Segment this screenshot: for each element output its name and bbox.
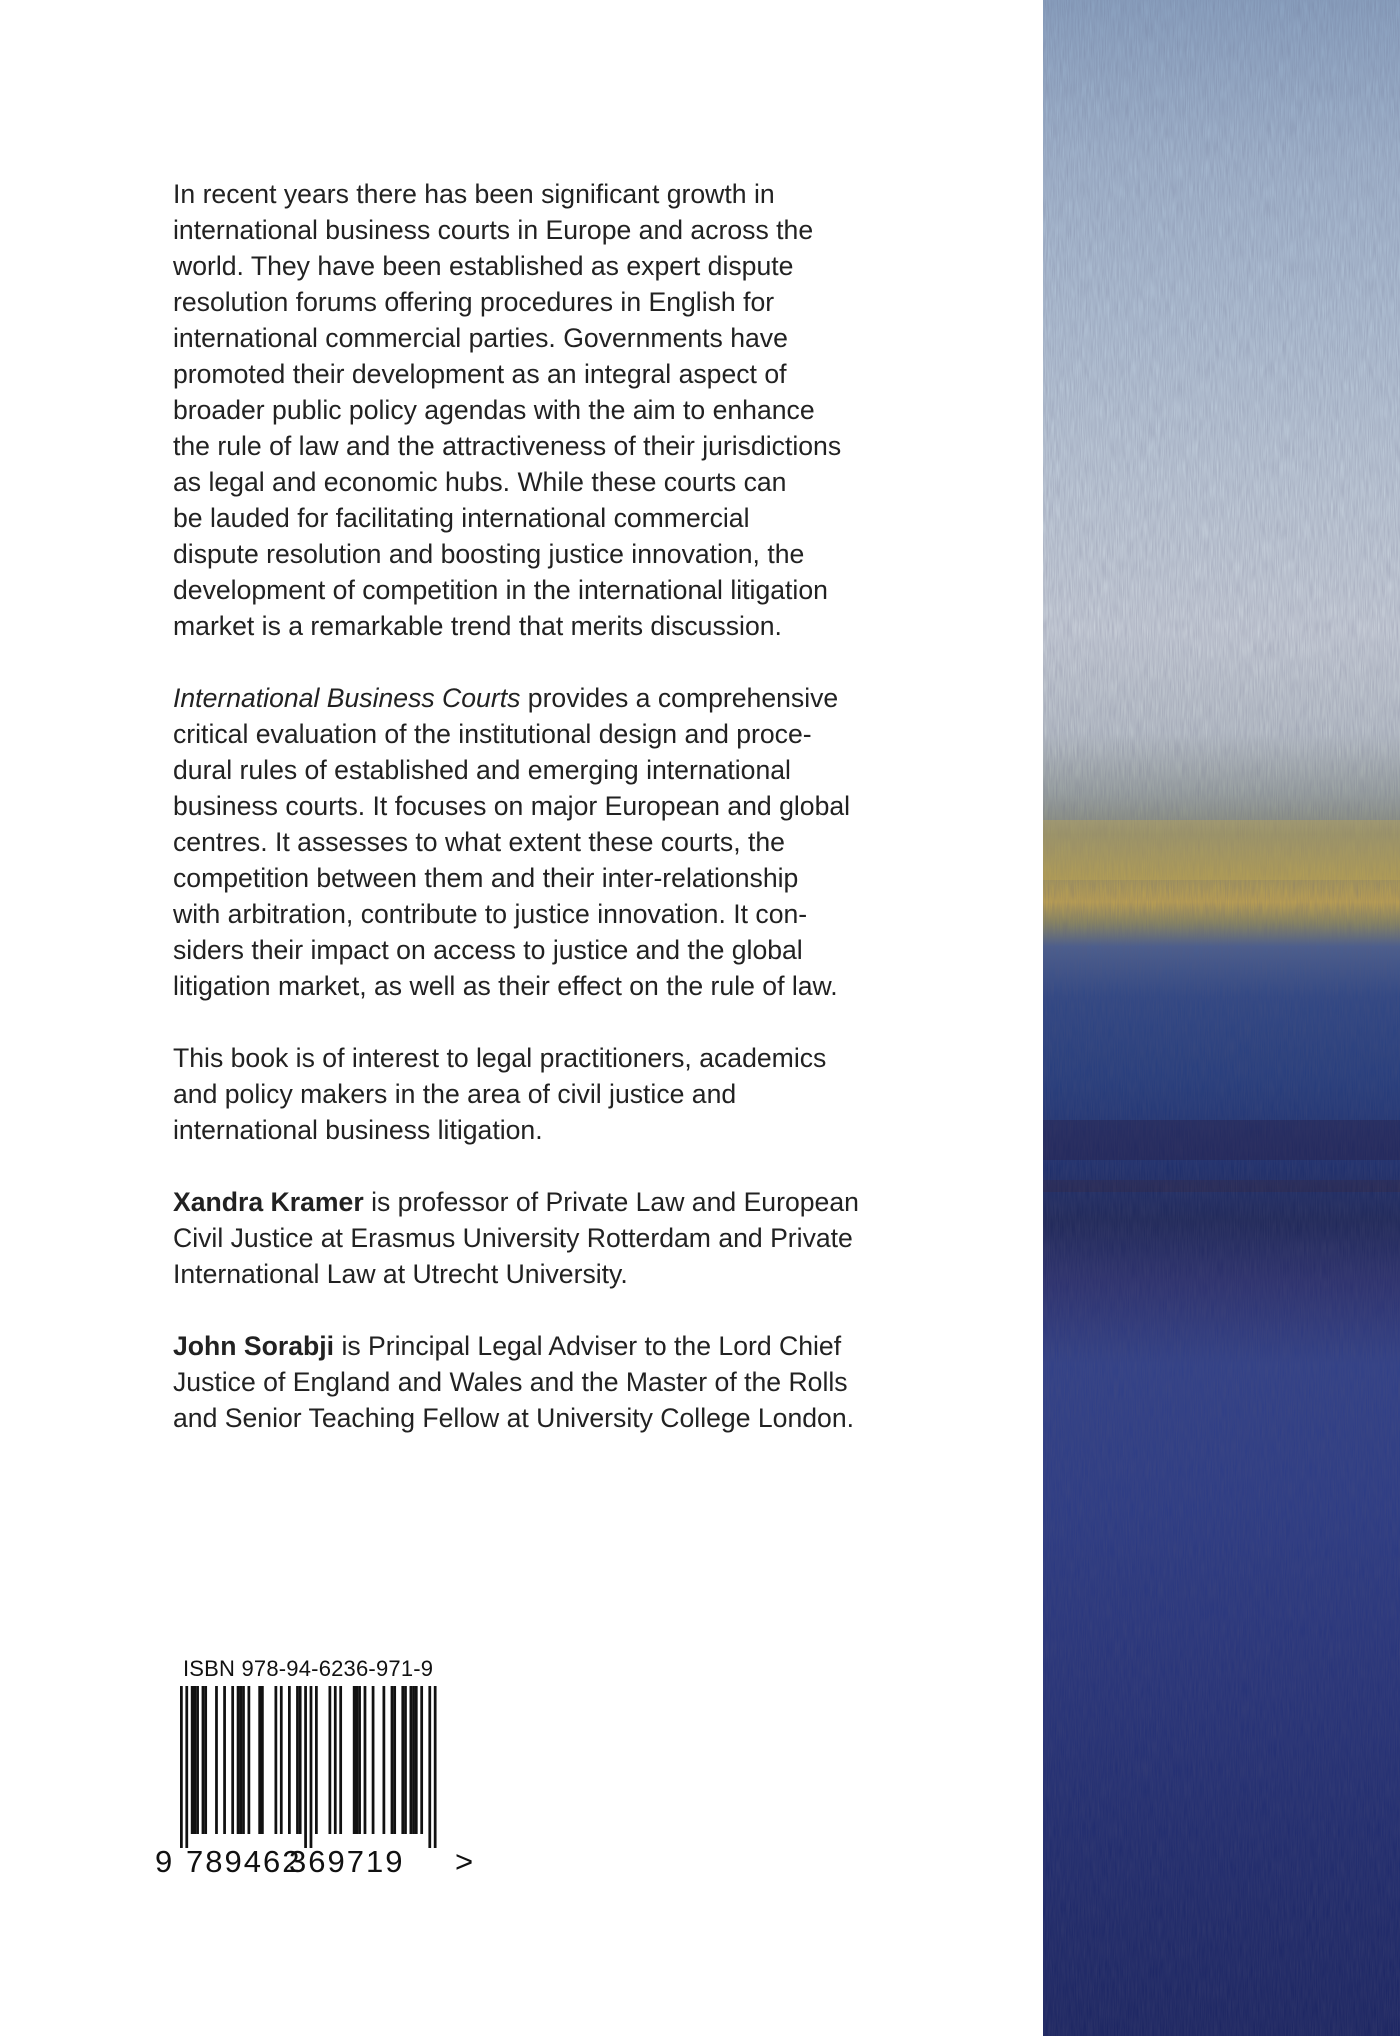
- painting-texture: [1043, 0, 1400, 2036]
- barcode-bar: [202, 1686, 205, 1834]
- barcode-bar: [194, 1686, 197, 1834]
- barcode-bar: [353, 1686, 356, 1834]
- barcode-bar: [372, 1686, 375, 1834]
- barcode-bar: [288, 1686, 291, 1834]
- barcode-bar: [310, 1686, 313, 1848]
- barcode-bar: [215, 1686, 218, 1834]
- barcode-left-digits: 789462: [186, 1844, 302, 1876]
- author-bio-text-1: is professor of Private Law and European Civil Justice at Erasmus University Rotterdam and Private International Law at Utrecht University.: [173, 1187, 859, 1289]
- barcode-bar: [242, 1686, 245, 1834]
- barcode-bar: [237, 1686, 240, 1834]
- blurb-paragraph-1: In recent years there has been significant growth in international business courts in Europe and across the world. They have been established as expert dispute resolution forums offering procedures in English for international commercial parties. Governments have promoted their development as an integral aspect of broader public policy agendas with the aim to enhance the rule of law and the attractiveness of their jurisdictions as legal and economic hubs. While these courts can be lauded for facilitating international commercial dispute resolution and boosting justice innovation, the development of competition in the international litigation market is a remarkable trend that merits discussion.: [173, 179, 842, 641]
- barcode-lead-digit: 9: [155, 1844, 173, 1876]
- barcode-bar: [415, 1686, 418, 1834]
- barcode-bar: [334, 1686, 337, 1834]
- barcode-bar: [239, 1686, 242, 1834]
- barcode-bar: [356, 1686, 359, 1834]
- barcode-bar: [391, 1686, 394, 1834]
- barcode-bar: [339, 1686, 342, 1834]
- isbn-label: ISBN 978-94-6236-971-9: [183, 1656, 434, 1681]
- blurb-paragraph-3: This book is of interest to legal practitioners, academics and policy makers in the area of civil justice and international business litigation.: [173, 1043, 827, 1145]
- author-bio-2: [173, 1328, 893, 1436]
- barcode-bar: [410, 1686, 413, 1834]
- barcode-bar: [261, 1686, 264, 1834]
- abstract-seascape-painting: [1043, 0, 1400, 2036]
- barcode-bar: [196, 1686, 199, 1834]
- blurb-text-column: [173, 176, 893, 1472]
- barcode-graphic: [150, 1684, 480, 1876]
- barcode-bar: [280, 1686, 283, 1834]
- barcode-quiet-zone-marker: >: [455, 1844, 474, 1876]
- barcode-bar: [404, 1686, 407, 1834]
- barcode-bar: [191, 1686, 194, 1834]
- barcode-bar: [434, 1686, 437, 1848]
- barcode-bar: [428, 1686, 431, 1848]
- barcode-bar: [329, 1686, 332, 1834]
- barcode-bar: [299, 1686, 302, 1834]
- barcode-bar: [412, 1686, 415, 1834]
- barcode-bar: [258, 1686, 261, 1834]
- author-bio-1: [173, 1184, 893, 1292]
- blurb-paragraph-2-text: provides a comprehensive critical evaluation of the institutional design and proce- dural rules of established and emerging international business courts. It focuses on major European and global centres. It assesses to what extent these courts, the competition between them and their inter-relationship with arbitration, contribute to justice innovation. It con- siders their impact on access to justice and the global litigation market, as well as their effect on the rule of law.: [173, 683, 851, 1001]
- barcode-right-digits: 369719: [289, 1844, 405, 1876]
- barcode-bars: [180, 1686, 437, 1848]
- barcode-bar: [420, 1686, 423, 1834]
- author-name-1: Xandra Kramer: [173, 1187, 364, 1217]
- author-bio-text-2: is Principal Legal Adviser to the Lord Chief Justice of England and Wales and the Master of the Rolls and Senior Teaching Fellow at University College London.: [173, 1331, 855, 1433]
- book-title-italic: International Business Courts: [173, 683, 521, 713]
- barcode-bar: [383, 1686, 386, 1834]
- blurb-paragraph-2: [173, 680, 893, 1004]
- barcode-bar: [304, 1686, 307, 1848]
- isbn-barcode: [150, 1656, 480, 1876]
- barcode-bar: [275, 1686, 278, 1834]
- barcode-bar: [315, 1686, 318, 1834]
- author-name-2: John Sorabji: [173, 1331, 335, 1361]
- barcode-bar: [180, 1686, 183, 1848]
- barcode-bar: [364, 1686, 367, 1834]
- barcode-bar: [401, 1686, 404, 1834]
- barcode-bar: [223, 1686, 226, 1834]
- barcode-bar: [231, 1686, 234, 1834]
- barcode-bar: [185, 1686, 188, 1848]
- barcode-bar: [358, 1686, 361, 1834]
- barcode-bar: [204, 1686, 207, 1834]
- barcode-bar: [393, 1686, 396, 1834]
- barcode-bar: [248, 1686, 251, 1834]
- barcode-bar: [296, 1686, 299, 1834]
